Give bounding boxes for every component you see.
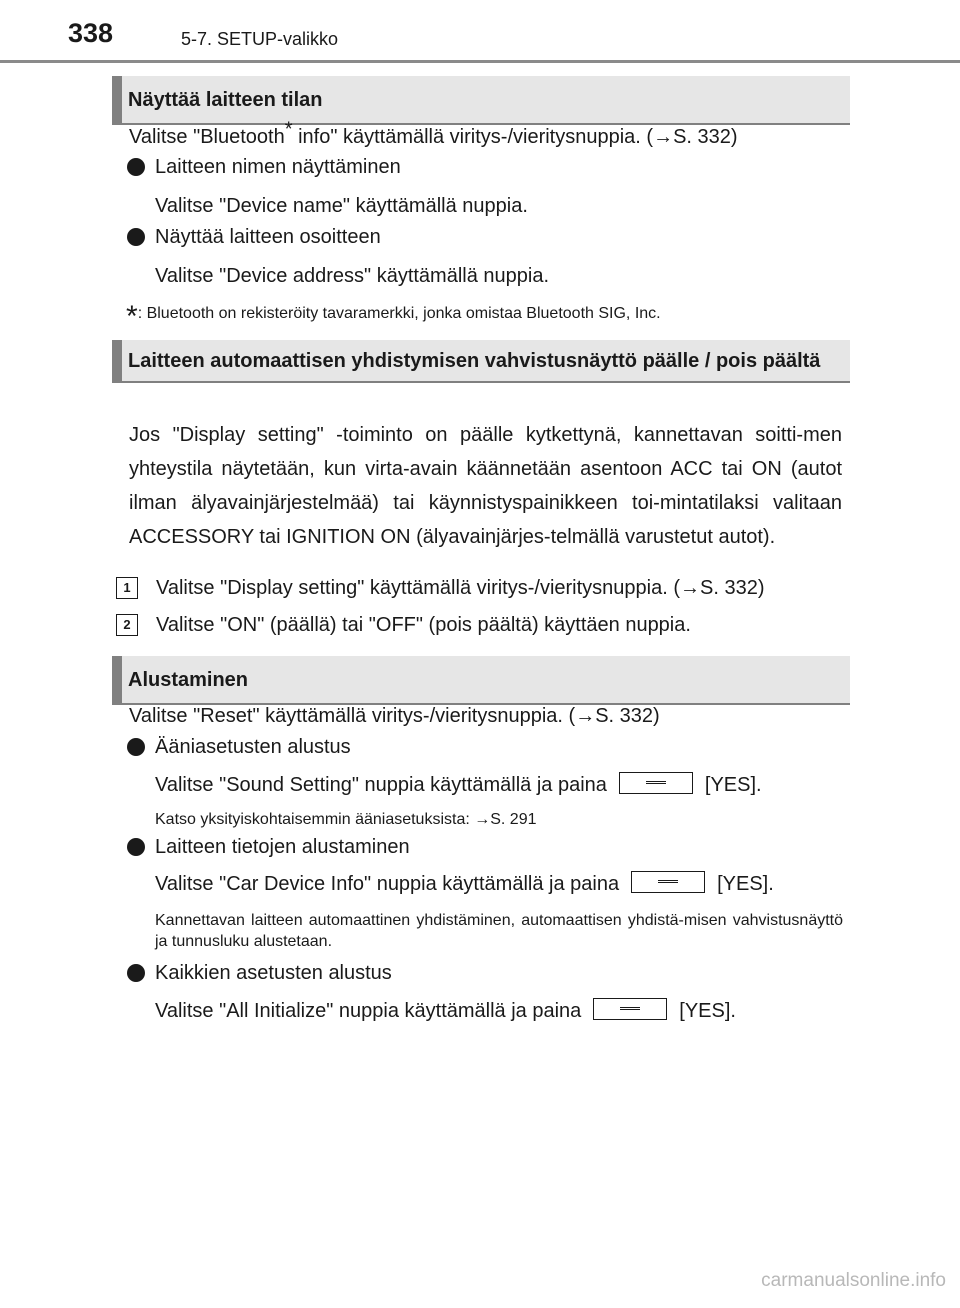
section-heading-auto-connect: Laitteen automaattisen yhdistymisen vahvistusnäyttö päälle / pois päältä bbox=[112, 340, 850, 383]
bullet-icon bbox=[127, 228, 145, 246]
step-number-2: 2 bbox=[116, 614, 138, 636]
chapter-title: 5-7. SETUP-valikko bbox=[181, 29, 339, 49]
page-number: 338 bbox=[68, 18, 114, 48]
item-text: Valitse "Sound Setting" nuppia käyttämällä ja paina [YES]. bbox=[155, 774, 762, 796]
item-label: Näyttää laitteen osoitteen bbox=[155, 226, 381, 248]
header-rule bbox=[0, 60, 960, 63]
tune-knob-icon bbox=[593, 998, 667, 1020]
watermark: carmanualsonline.info bbox=[761, 1270, 946, 1291]
item-label: Laitteen tietojen alustaminen bbox=[155, 836, 410, 858]
step-text: Valitse "Display setting" käyttämällä viritys-/vieritysnuppia. (→S. 332) bbox=[156, 577, 765, 599]
item-label: Ääniasetusten alustus bbox=[155, 736, 351, 758]
bullet-icon bbox=[127, 158, 145, 176]
step-number-1: 1 bbox=[116, 577, 138, 599]
item-text: Valitse "Device name" käyttämällä nuppia. bbox=[155, 195, 528, 217]
item-text: Valitse "Car Device Info" nuppia käyttämällä ja paina [YES]. bbox=[155, 873, 774, 895]
section2-body: Jos "Display setting" -toiminto on päälle kytkettynä, kannettavan soitti-men yhteystila näytetään, kun virta-avain käännetään asentoon ACC tai ON (autot ilman älyavainjärjestelmää) tai käynnistyspainikkeen toi-mintatilaksi valitaan ACCESSORY tai IGNITION ON (älyavainjärjes-telmällä varustetut autot). bbox=[129, 424, 842, 548]
section-heading-initialize: Alustaminen bbox=[112, 656, 850, 705]
step-text: Valitse "ON" (päällä) tai "OFF" (pois päältä) käyttäen nuppia. bbox=[156, 614, 691, 636]
bullet-icon bbox=[127, 964, 145, 982]
item-note: Kannettavan laitteen automaattinen yhdistäminen, automaattisen yhdistä-misen vahvistusnäyttö ja tunnusluku alustetaan. bbox=[155, 912, 843, 950]
item-note: Katso yksityiskohtaisemmin ääniasetuksista: →S. 291 bbox=[155, 811, 537, 828]
section-heading-device-status: Näyttää laitteen tilan bbox=[112, 76, 850, 125]
section1-intro: Valitse "Bluetooth* info" käyttämällä viritys-/vieritysnuppia. (→S. 332) bbox=[129, 118, 738, 148]
bullet-icon bbox=[127, 838, 145, 856]
bullet-icon bbox=[127, 738, 145, 756]
item-label: Laitteen nimen näyttäminen bbox=[155, 156, 401, 178]
item-text: Valitse "Device address" käyttämällä nuppia. bbox=[155, 265, 550, 287]
item-text: Valitse "All Initialize" nuppia käyttämällä ja paina [YES]. bbox=[155, 1000, 736, 1022]
footnote: *: Bluetooth on rekisteröity tavaramerkki, jonka omistaa Bluetooth SIG, Inc. bbox=[126, 300, 661, 333]
item-label: Kaikkien asetusten alustus bbox=[155, 962, 392, 984]
tune-knob-icon bbox=[631, 871, 705, 893]
section3-intro: Valitse "Reset" käyttämällä viritys-/vieritysnuppia. (→S. 332) bbox=[129, 705, 660, 727]
tune-knob-icon bbox=[619, 772, 693, 794]
page-header bbox=[0, 0, 960, 70]
